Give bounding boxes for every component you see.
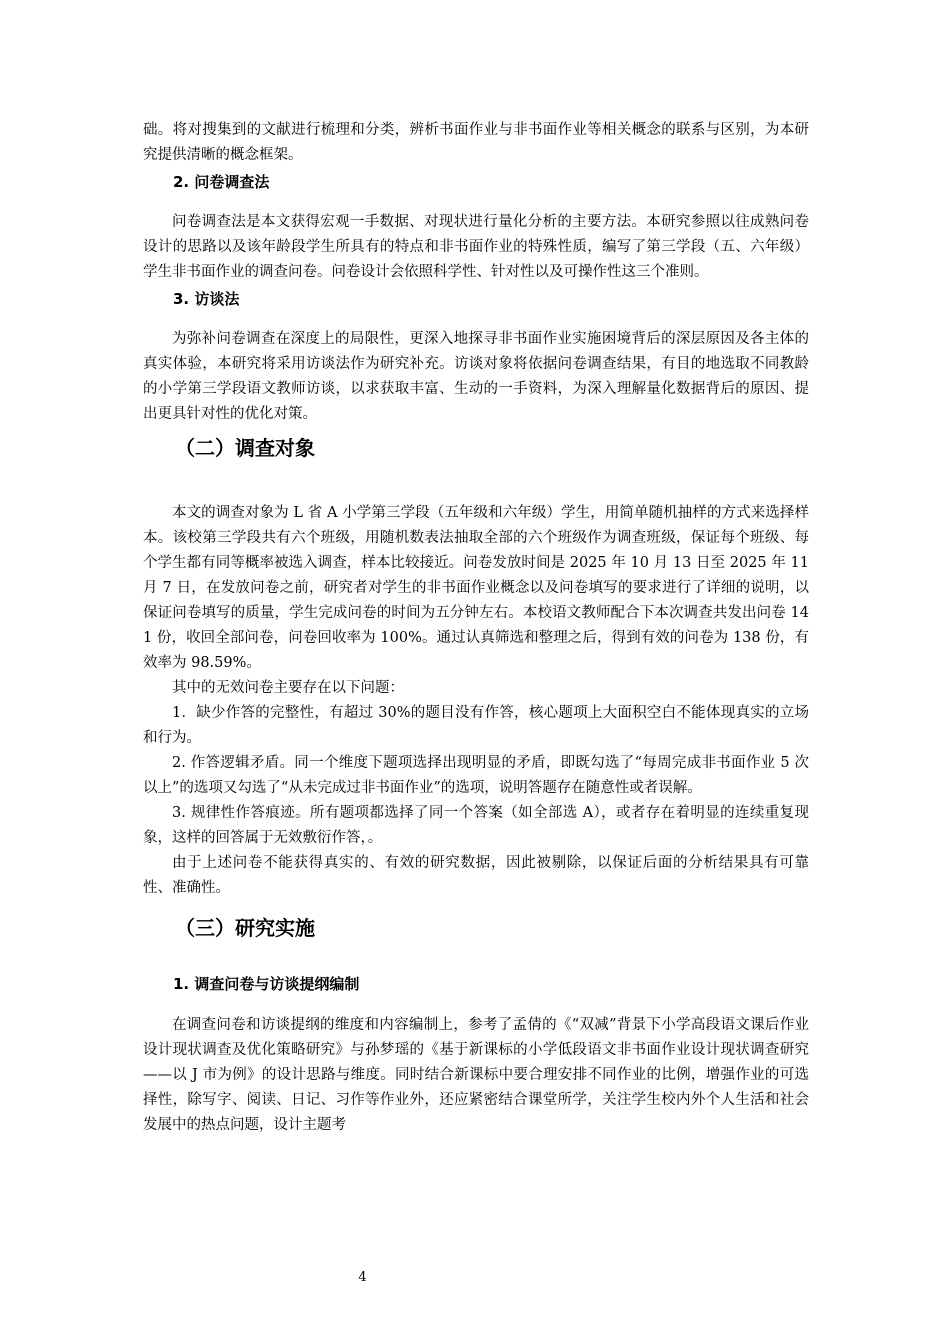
list-item-invalid-3: 3. 规律性作答痕迹。所有题项都选择了同一个答案（如全部选 A），或者存在着明显的连续重复现象，这样的回答属于无效敷衍作答，。 (143, 805, 809, 846)
page-body (143, 118, 809, 1138)
section-heading-implementation: （三）研究实施 (175, 916, 315, 940)
paragraph-subjects: 本文的调查对象为 L 省 A 小学第三学段（五年级和六年级）学生，用简单随机抽样的方式来选择样本。该校第三学段共有六个班级，用随机数表法抽取全部的六个班级作为调查班级，保证每个班级、每个学生都有同等概率被选入调查，样本比较接近。问卷发放时间是 2025 年 10 月 13 日至 2025 年 11 月 7 日，在发放问卷之前，研究者对学生的非书面作业概念以及问卷填写的要求进行了详细的说明，以保证问卷填写的质量，学生完成问卷的时间为五分钟左右。本校语文教师配合下本次调查共发出问卷 141 份，收回全部问卷，问卷回收率为 100%。通过认真筛选和整理之后，得到有效的问卷为 138 份，有效率为 98.59%。 (143, 505, 809, 671)
heading-interview-method: 3. 访谈法 (173, 290, 240, 308)
list-item-invalid-1: 1．缺少作答的完整性，有超过 30%的题目没有作答，核心题项上大面积空白不能体现真实的立场和行为。 (143, 705, 809, 746)
heading-questionnaire-method: 2. 问卷调查法 (173, 173, 270, 191)
paragraph-compilation: 在调查问卷和访谈提纲的维度和内容编制上，参考了孟倩的《“双减”背景下小学高段语文课后作业设计现状调查及优化策略研究》与孙梦瑶的《基于新课标的小学低段语文非书面作业设计现状调查研究——以 J 市为例》的设计思路与维度。同时结合新课标中要合理安排不同作业的比例，增强作业的可选择性，除写字、阅读、日记、习作等作业外，还应紧密结合课堂所学，关注学生校内外个人生活和社会发展中的热点问题，设计主题考 (143, 1017, 809, 1133)
page-number: 4 (358, 1270, 367, 1285)
list-item-invalid-2: 2. 作答逻辑矛盾。同一个维度下题项选择出现明显的矛盾，即既勾选了“每周完成非书面作业 5 次以上”的选项又勾选了“从未完成过非书面作业”的选项，说明答题存在随意性或者误解。 (143, 755, 809, 796)
paragraph-invalid-intro: 其中的无效问卷主要存在以下问题： (172, 680, 404, 696)
heading-questionnaire-compilation: 1. 调查问卷与访谈提纲编制 (173, 975, 360, 993)
paragraph-removed: 由于上述问卷不能获得真实的、有效的研究数据，因此被剔除，以保证后面的分析结果具有可靠性、准确性。 (143, 855, 809, 896)
paragraph-literature-continued: 础。将对搜集到的文献进行梳理和分类，辨析书面作业与非书面作业等相关概念的联系与区别，为本研究提供清晰的概念框架。 (143, 122, 809, 163)
paragraph-questionnaire-method: 问卷调查法是本文获得宏观一手数据、对现状进行量化分析的主要方法。本研究参照以往成熟问卷设计的思路以及该年龄段学生所具有的特点和非书面作业的特殊性质，编写了第三学段（五、六年级）学生非书面作业的调查问卷。问卷设计会依照科学性、针对性以及可操作性这三个准则。 (143, 214, 809, 280)
paragraph-interview-method: 为弥补问卷调查在深度上的局限性，更深入地探寻非书面作业实施困境背后的深层原因及各主体的真实体验，本研究将采用访谈法作为研究补充。访谈对象将依据问卷调查结果，有目的地选取不同教龄的小学第三学段语文教师访谈，以求获取丰富、生动的一手资料，为深入理解量化数据背后的原因、提出更具针对性的优化对策。 (143, 331, 809, 422)
section-heading-subjects: （二）调查对象 (175, 436, 315, 460)
